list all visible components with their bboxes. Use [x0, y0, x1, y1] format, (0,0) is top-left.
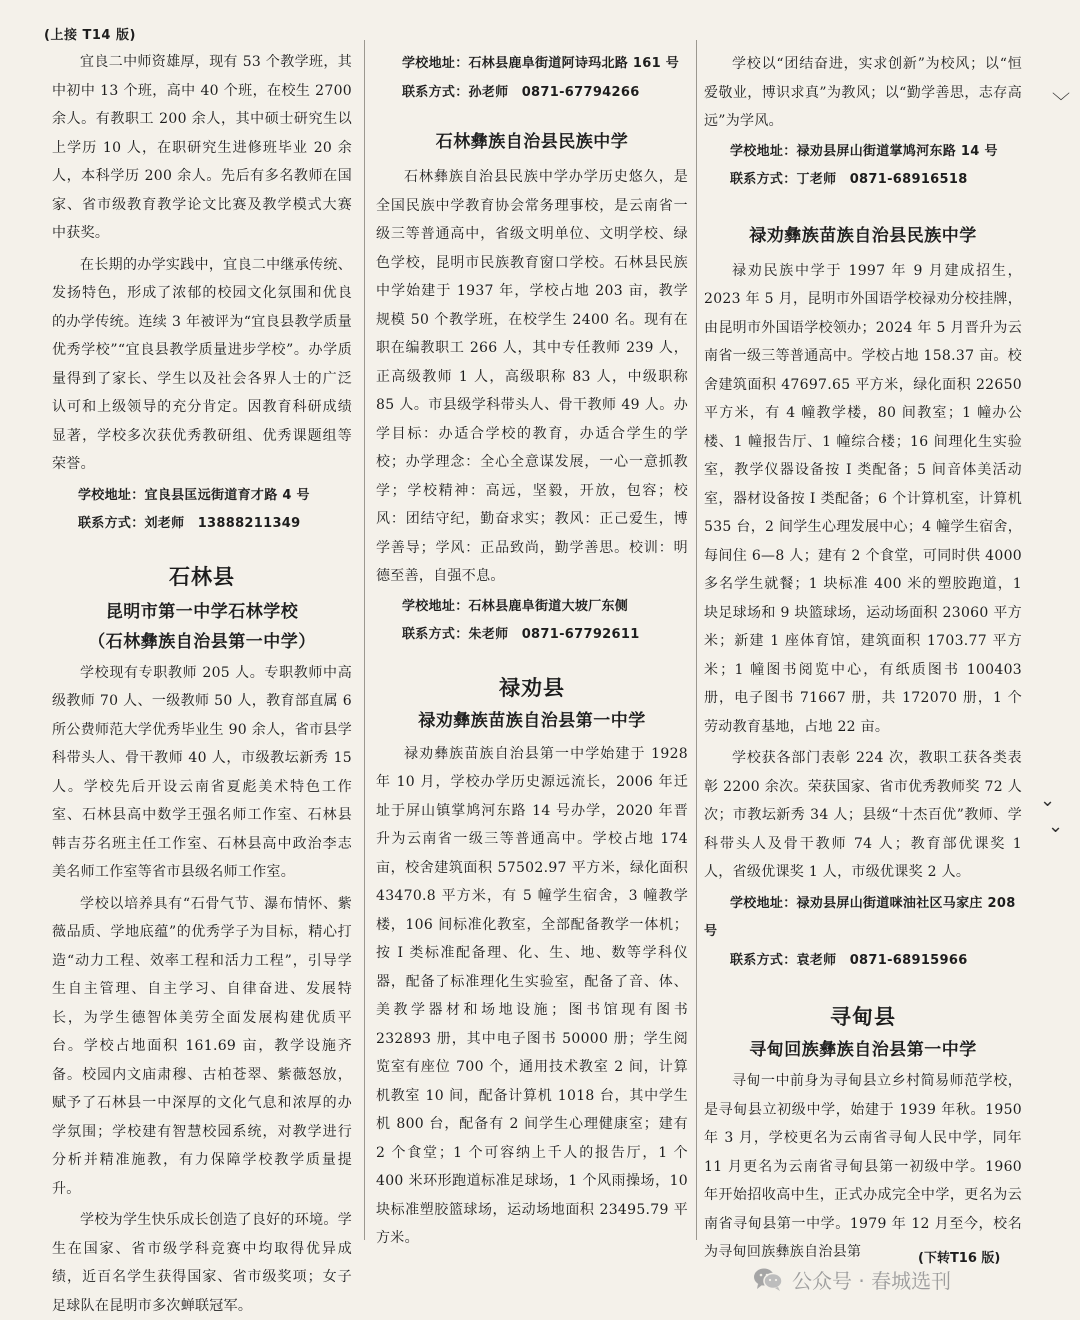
column-1 [52, 48, 352, 1320]
school-address: 学校地址：石林县鹿阜街道阿诗玛北路 161 号 [402, 56, 680, 71]
school-address: 学校地址：宜良县匡远街道育才路 4 号 [78, 487, 310, 503]
school-title: 寻甸回族彝族自治县第一中学 [749, 1040, 977, 1060]
column-3 [704, 50, 1022, 1267]
county-heading: 寻甸县 [830, 1005, 896, 1029]
school-contact: 联系方式：袁老师 0871-68915966 [730, 952, 968, 968]
school-title: 石林彝族自治县民族中学 [435, 132, 629, 152]
county-heading: 石林县 [169, 564, 235, 589]
column-2 [376, 50, 688, 1253]
continued-from-label: (上接 T14 版) [44, 28, 136, 43]
paragraph: 石林彝族自治县民族中学办学历史悠久，是全国民族中学教育协会常务理事校，是云南省一级三等普通高中，省级文明单位、文明学校、绿色学校，昆明市民族教育窗口学校。石林县民族中学始建于 1937 年，学校占地 203 亩，教学规模 50 个教学班，在校学生 2400 名。现有在职在编教职工 266 人，其中专任教师 239 人，正高级教师 1 人，高级职称 83 人，中级职称 85 人。市县级学科带头人、骨干教师 49 人。办学目标：办适合学校的教育，办适合学生的学校；办学理念：全心全意谋发展，一心一意抓教学；学校精神：高远，坚毅，开放，包容；校风：团结守纪，勤奋求实；教风：正己爱生，博学善导；学风：正品致尚，勤学善思。校训：明德至善，自强不息。 [376, 169, 688, 584]
school-contact: 联系方式：刘老师 13888211349 [78, 516, 301, 531]
watermark [752, 1264, 1052, 1294]
paragraph: 宜良二中师资雄厚，现有 53 个教学班，其中初中 13 个班，高中 40 个班，在校生 2700 余人。有教职工 200 余人，其中硕士研究生以上学历 10 人，在职研究生进修班毕业 20 余人，本科学历 200 余人。先后有多名教师在国家、省市级教育教学论文比赛及教学模式大赛中获奖。 [52, 54, 352, 241]
county-heading: 禄劝县 [499, 675, 565, 700]
wechat-icon [752, 1266, 784, 1292]
school-title: 禄劝彝族苗族自治县民族中学 [749, 225, 977, 246]
paragraph: 寻甸一中前身为寻甸县立乡村简易师范学校，是寻甸县立初级中学，始建于 1939 年秋。1950 年 3 月，学校更名为云南省寻甸人民中学，同年 11 月更名为云南省寻甸县第一初级中学。1960 年开始招收高中生，正式办成完全中学，更名为云南省寻甸县第一中学。1979 年 12 月至今，校名为寻甸回族彝族自治县第 [704, 1073, 1022, 1260]
school-address: 学校地址：石林县鹿阜街道大坡厂东侧 [402, 598, 629, 614]
school-title: 禄劝彝族苗族自治县第一中学 [418, 710, 646, 731]
continued-to-label: (下转T16 版) [918, 1251, 1001, 1266]
paragraph: 学校获各部门表彰 224 次，教职工获各类表彰 2200 余次。荣获国家、省市优秀教师奖 72 人次；市教坛新秀 34 人；县级“十杰百优”教师、学科带头人及骨干教师 74 人；教育部优课奖 1 人，省级优课奖 1 人，市级优课奖 2 人。 [704, 750, 1022, 880]
column-divider [696, 40, 697, 1240]
school-contact: 联系方式：孙老师 0871-67794266 [402, 84, 640, 100]
scan-mark: ﹀ [1052, 92, 1070, 113]
school-title: 昆明市第一中学石林学校 [105, 601, 299, 622]
school-contact: 联系方式：丁老师 0871-68916518 [730, 172, 968, 187]
column-divider [364, 40, 365, 1240]
school-title-subtitle: （石林彝族自治县第一中学） [88, 631, 316, 652]
paragraph: 学校以“团结奋进，实求创新”为校风；以“恒爱敬业，博识求真”为教风；以“勤学善思，志存高远”为学风。 [704, 56, 1022, 129]
school-contact: 联系方式：朱老师 0871-67792611 [402, 627, 640, 642]
scan-mark: ⌄ [1048, 816, 1064, 837]
paragraph: 禄劝民族中学于 1997 年 9 月建成招生，2023 年 5 月，昆明市外国语学校禄劝分校挂牌，由昆明市外国语学校领办；2024 年 5 月晋升为云南省一级三等普通高中。学校占地 158.37 亩。校舍建筑面积 47697.65 平方米，绿化面积 22650 平方米，有 4 幢教学楼，80 间教室；1 幢办公楼、1 幢报告厅、1 幢综合楼；16 间理化生实验室，教学仪器设备按 I 类配备；5 间音体美活动室，器材设备按 I 类配备；6 个计算机室，计算机 535 台，2 间学生心理发展中心；4 幢学生宿舍，每间住 6—8 人；建有 2 个食堂，可同时供 4000 多名学生就餐；1 块标准 400 米的塑胶跑道，1 块足球场和 9 块篮球场，运动场面积 23060 平方米；新建 1 座体育馆，建筑面积 1703.77 平方米；1 幢图书阅览中心，有纸质图书 100403 册，电子图书 71667 册，共 172070 册，1 个劳动教育基地，占地 22 亩。 [704, 262, 1022, 735]
school-address: 学校地址：禄劝县屏山街道咪油社区马家庄 208 号 [704, 895, 1016, 939]
paragraph: 禄劝彝族苗族自治县第一中学始建于 1928 年 10 月，学校办学历史源远流长，2006 年迁址于屏山镇掌鸠河东路 14 号办学，2020 年晋升为云南省一级三等普通高中。学校占地 174 亩，校舍建筑面积 57502.97 平方米，绿化面积 43470.8 平方米，有 5 幢学生宿舍，3 幢教学楼，106 间标准化教室，全部配备教学一体机；按 I 类标准配备理、化、生、地、数等学科仪器，配备了标准理化生实验室，配备了音、体、美教学器材和场地设施；图书馆现有图书 232893 册，其中电子图书 50000 册；学生阅览室有座位 700 个，通用技术教室 2 间，计算机教室 10 间，配备计算机 1018 台，其中学生机 800 台，配备有 2 间学生心理健康室；建有 2 个食堂；1 个可容纳上千人的报告厅，1 个 400 米环形跑道标准足球场，1 个风雨操场，10 块标准塑胶篮球场，运动场地面积 23495.79 平方米。 [376, 745, 688, 1246]
paragraph: 学校以培养具有“石骨气节、瀑布情怀、紫薇品质、学地底蕴”的优秀学子为目标，精心打造“动力工程、效率工程和活力工程”，引导学生自主管理、自主学习、自律奋进、发展特长，为学生德智体美劳全面发展构建优质平台。学校占地面积 161.69 亩，教学设施齐备。校园内文庙肃穆、古柏苍翠、紫薇怒放，赋予了石林县一中深厚的文化气息和浓厚的办学氛围；学校建有智慧校园系统，对教学进行分析并精准施教，有力保障学校教学质量提升。 [52, 895, 352, 1197]
paragraph: 学校现有专职教师 205 人。专职教师中高级教师 70 人、一级教师 50 人，教育部直属 6 所公费师范大学优秀毕业生 90 余人，省市县学科带头人、骨干教师 40 人，市级教坛新秀 15 人。学校先后开设云南省夏彪美术特色工作室、石林县高中数学王强名师工作室、石林县韩吉芬名班主任工作室、石林县高中政治李志美名师工作室等省市县级名师工作室。 [52, 664, 352, 880]
school-address: 学校地址：禄劝县屏山街道掌鸠河东路 14 号 [730, 143, 998, 159]
scan-mark: ⌄ [1040, 790, 1056, 811]
paragraph: 学校为学生快乐成长创造了良好的环境。学生在国家、省市级学科竞赛中均取得优异成绩，近百名学生获得国家、省市级奖项；女子足球队在昆明市多次蝉联冠军。 [52, 1212, 352, 1314]
watermark-text: 公众号 · 春城选刊 [792, 1268, 952, 1293]
paragraph: 在长期的办学实践中，宜良二中继承传统、发扬特色，形成了浓郁的校园文化氛围和优良的办学传统。连续 3 年被评为“宜良县教学质量优秀学校”“宜良县教学质量进步学校”。办学质量得到了家长、学生以及社会各界人士的广泛认可和上级领导的充分肯定。因教育科研成绩显著，学校多次获优秀教研组、优秀课题组等荣誉。 [52, 256, 352, 472]
